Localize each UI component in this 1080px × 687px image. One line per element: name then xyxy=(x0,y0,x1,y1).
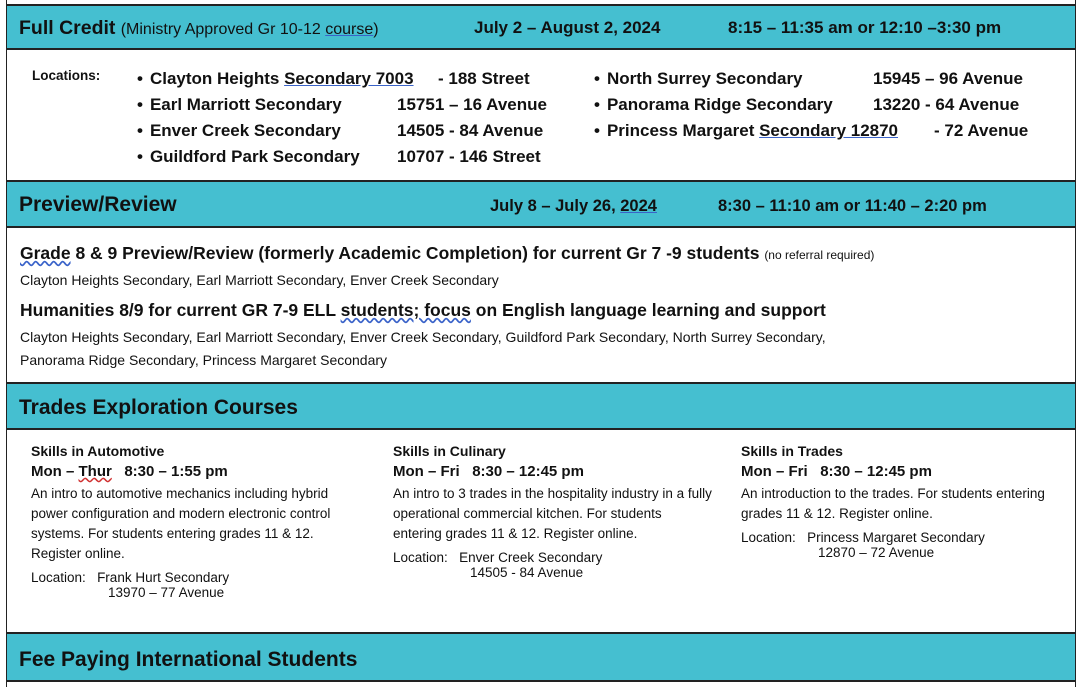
trades-header xyxy=(7,382,1075,430)
humanities-course-title: Humanities 8/9 for current GR 7-9 ELL students; focus on English language learning and support xyxy=(20,300,826,320)
locations-label: Locations: xyxy=(32,68,101,83)
preview-review-header xyxy=(7,180,1075,228)
location-item: • Panorama Ridge Secondary xyxy=(594,95,833,115)
location-address: - 188 Street xyxy=(438,69,530,88)
trade-course-automotive xyxy=(31,443,371,600)
course-schedule: Mon – Fri 8:30 – 12:45 pm xyxy=(393,463,584,480)
preview-review-dates: July 8 – July 26, 2024 xyxy=(490,197,657,215)
course-location: Location: Enver Creek Secondary xyxy=(393,550,603,565)
document-page xyxy=(6,0,1076,687)
trade-course-trades xyxy=(741,443,1061,560)
location-address: - 72 Avenue xyxy=(934,121,1029,140)
course-address: 12870 – 72 Avenue xyxy=(818,545,935,560)
trades-title: Trades Exploration Courses xyxy=(19,396,298,419)
full-credit-title: Full Credit xyxy=(19,17,116,39)
location-item: • Enver Creek Secondary xyxy=(137,121,341,141)
humanities-course-locations-1: Clayton Heights Secondary, Earl Marriott Secondary, Enver Creek Secondary, Guildford Park Secondary, North Surrey Secondary, xyxy=(20,329,826,345)
full-credit-subtitle: (Ministry Approved Gr 10-12 course) xyxy=(120,21,379,38)
location-address: 15751 – 16 Avenue xyxy=(397,95,547,114)
course-name: Skills in Automotive xyxy=(31,443,165,459)
location-address: 13220 - 64 Avenue xyxy=(873,95,1020,114)
preview-course-locations: Clayton Heights Secondary, Earl Marriott Secondary, Enver Creek Secondary xyxy=(20,272,499,288)
location-address: 10707 - 146 Street xyxy=(397,147,541,166)
course-location: Location: Frank Hurt Secondary xyxy=(31,570,230,585)
full-credit-times: 8:15 – 11:35 am or 12:10 –3:30 pm xyxy=(728,18,1002,37)
course-name: Skills in Trades xyxy=(741,443,843,459)
course-name: Skills in Culinary xyxy=(393,443,506,459)
location-address: 15945 – 96 Avenue xyxy=(873,69,1023,88)
location-address: 14505 - 84 Avenue xyxy=(397,121,544,140)
full-credit-dates: July 2 – August 2, 2024 xyxy=(474,18,661,37)
location-item: • Earl Marriott Secondary xyxy=(137,95,342,115)
course-address: 14505 - 84 Avenue xyxy=(470,565,584,580)
location-item: • Guildford Park Secondary xyxy=(137,147,360,167)
course-address: 13970 – 77 Avenue xyxy=(108,585,225,600)
course-schedule: Mon – Thur 8:30 – 1:55 pm xyxy=(31,463,228,480)
course-schedule: Mon – Fri 8:30 – 12:45 pm xyxy=(741,463,932,480)
full-credit-header xyxy=(7,4,1075,50)
preview-review-times: 8:30 – 11:10 am or 11:40 – 2:20 pm xyxy=(718,197,987,215)
preview-course-title: Grade 8 & 9 Preview/Review (formerly Academic Completion) for current Gr 7 -9 students (no referral required) xyxy=(20,243,875,263)
international-header xyxy=(7,632,1075,682)
course-location: Location: Princess Margaret Secondary xyxy=(741,530,985,545)
location-item: • Clayton Heights Secondary 7003 xyxy=(137,69,414,89)
international-title: Fee Paying International Students xyxy=(19,648,358,671)
trade-course-culinary xyxy=(393,443,723,580)
humanities-course-locations-2: Panorama Ridge Secondary, Princess Margaret Secondary xyxy=(20,352,388,368)
course-description: An introduction to the trades. For students entering grades 11 & 12. Register online. xyxy=(741,486,1045,521)
course-description: An intro to 3 trades in the hospitality industry in a fully operational commercial kitchen. For students entering grades 11 & 12. Register online. xyxy=(393,486,712,541)
preview-review-title: Preview/Review xyxy=(19,193,177,216)
location-item: • North Surrey Secondary xyxy=(594,69,803,89)
location-item: • Princess Margaret Secondary 12870 xyxy=(594,121,898,141)
course-description: An intro to automotive mechanics including hybrid power configuration and modern electronic control systems. For students entering grades 11 & 12. Register online. xyxy=(31,486,331,561)
